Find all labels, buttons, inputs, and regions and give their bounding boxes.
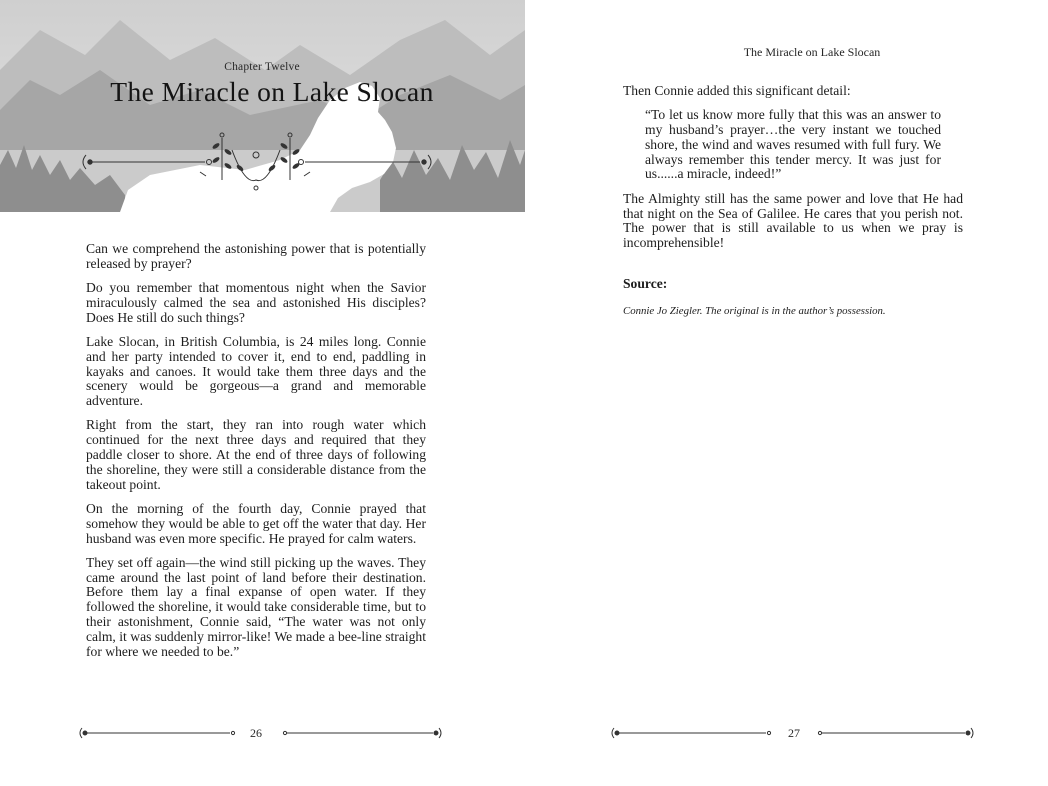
paragraph: Do you remember that momentous night when the Savior miraculously calmed the sea and astonished His disciples? Does He still do such things? [86,280,426,325]
right-footer [610,722,980,744]
intro-paragraph: Then Connie added this significant detail: [623,83,851,98]
paragraph: Right from the start, they ran into rough water which continued for the next three days and required that they paddle closer to shore. At the end of three days of following the shoreline, they were still a considerable distance from the takeout point. [86,417,426,492]
closing-paragraph: The Almighty still has the same power and love that He had that night on the Sea of Galilee. He cares that you perish not. The power that is still available to us when we pray is incomprehensible! [623,190,963,251]
paragraph: Can we comprehend the astonishing power that is potentially released by prayer? [86,241,426,271]
quote-block: “To let us know more fully that this was an answer to my husband’s prayer…the very instant we touched shore, the wind and waves resumed with full fury. We always remember this tender mercy. It was just for us......a miracle, indeed!” [645,107,941,182]
right-page [524,0,1048,786]
left-footer [78,722,448,744]
paragraph: They set off again—the wind still picking up the waves. They came around the last point of land before their destination. Before them lay a final expanse of open water. If they followed the shoreline, it would take considerable time, but to their astonishment, Connie said, “The water was not only calm, it was suddenly mirror-like! We made a bee-line straight for where we needed to be.” [86,554,426,659]
source-text: Connie Jo Ziegler. The original is in the author’s possession. [623,304,886,317]
source-heading: Source: [623,275,668,291]
left-body-text [86,242,426,669]
chapter-label: Chapter Twelve [224,61,300,73]
paragraph: On the morning of the fourth day, Connie prayed that somehow they would be able to get off the water that day. Her husband was even more specific. He prayed for calm waters. [86,500,426,546]
page-number: 27 [788,726,800,740]
right-body-text [623,84,963,327]
paragraph: Lake Slocan, in British Columbia, is 24 miles long. Connie and her party intended to cover it, end to end, paddling in kayaks and canoes. It would take them three days and the scenery would be gorgeous—a grand and memorable adventure. [86,333,426,409]
page-number: 26 [250,726,262,740]
running-head: The Miracle on Lake Slocan [743,45,881,59]
chapter-title: The Miracle on Lake Slocan [110,76,434,107]
